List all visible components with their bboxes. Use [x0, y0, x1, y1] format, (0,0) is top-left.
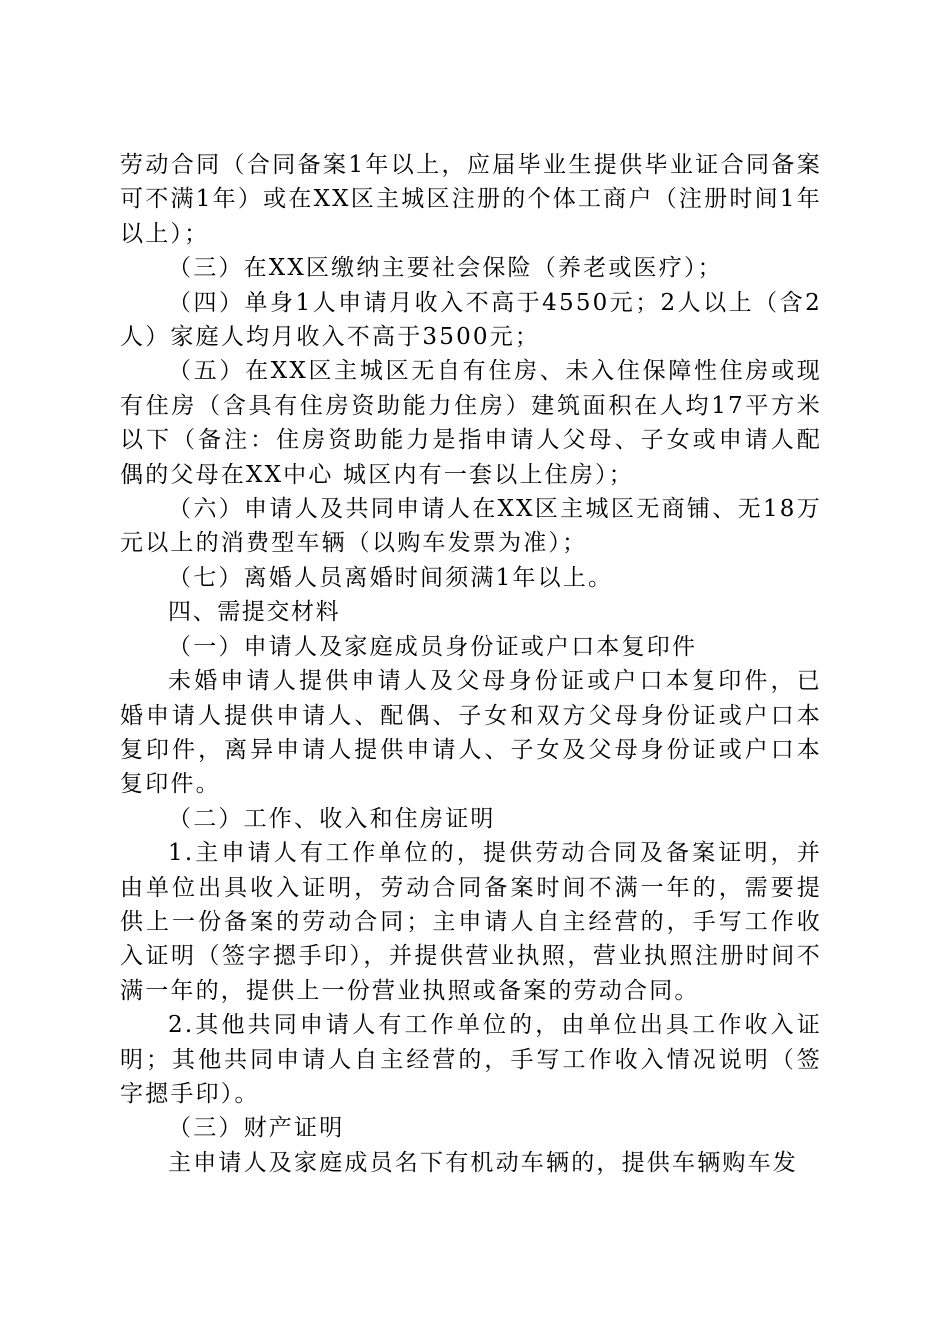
subheading-work-income-housing: （二）工作、收入和住房证明: [168, 805, 496, 832]
paragraph-item-3-social-insurance: （三）在XX区缴纳主要社会保险（养老或医疗）；: [168, 255, 723, 282]
paragraph-main-applicant-proof: 1.主申请人有工作单位的，提供劳动合同及备案证明，并由单位出具收入证明，劳动合同备案时间不满一年的，需要提供上一份备案的劳动合同；主申请人自主经营的，手写工作收入证明（签字摁手印），并提供营业执照，营业执照注册时间不满一年的，提供上一份营业执照或备案的劳动合同。: [120, 840, 822, 1004]
paragraph-continuation-labor-contract: 劳动合同（合同备案1年以上，应届毕业生提供毕业证合同备案可不满1年）或在XX区主城区注册的个体工商户（注册时间1年以上）；: [120, 152, 822, 247]
document-body: [120, 148, 822, 1180]
paragraph-co-applicant-proof: 2.其他共同申请人有工作单位的，由单位出具工作收入证明；其他共同申请人自主经营的，手写工作收入情况说明（签字摁手印）。: [120, 1012, 822, 1107]
paragraph-item-4-income-limit: （四）单身1人申请月收入不高于4550元；2人以上（含2人）家庭人均月收入不高于3500元；: [120, 289, 822, 351]
subheading-property-proof: （三）财产证明: [168, 1115, 345, 1142]
paragraph-item-6-shops-vehicles: （六）申请人及共同申请人在XX区主城区无商铺、无18万元以上的消费型车辆（以购车发票为准）；: [120, 496, 822, 557]
paragraph-vehicle-proof: 主申请人及家庭成员名下有机动车辆的，提供车辆购车发: [168, 1149, 798, 1176]
paragraph-item-7-divorce: （七）离婚人员离婚时间须满1年以上。: [168, 564, 614, 591]
subheading-id-documents: （一）申请人及家庭成员身份证或户口本复印件: [168, 633, 698, 660]
paragraph-id-documents-detail: 未婚申请人提供申请人及父母身份证或户口本复印件，已婚申请人提供申请人、配偶、子女和双方父母身份证或户口本复印件，离异申请人提供申请人、子女及父母身份证或户口本复印件。: [120, 668, 822, 798]
section-heading-materials: 四、需提交材料: [168, 599, 341, 626]
paragraph-item-5-housing: （五）在XX区主城区无自有住房、未入住保障性住房或现有住房（含具有住房资助能力住房）建筑面积在人均17平方米以下（备注：住房资助能力是指申请人父母、子女或申请人配偶的父母在XX中心 城区内有一套以上住房）；: [120, 358, 822, 488]
